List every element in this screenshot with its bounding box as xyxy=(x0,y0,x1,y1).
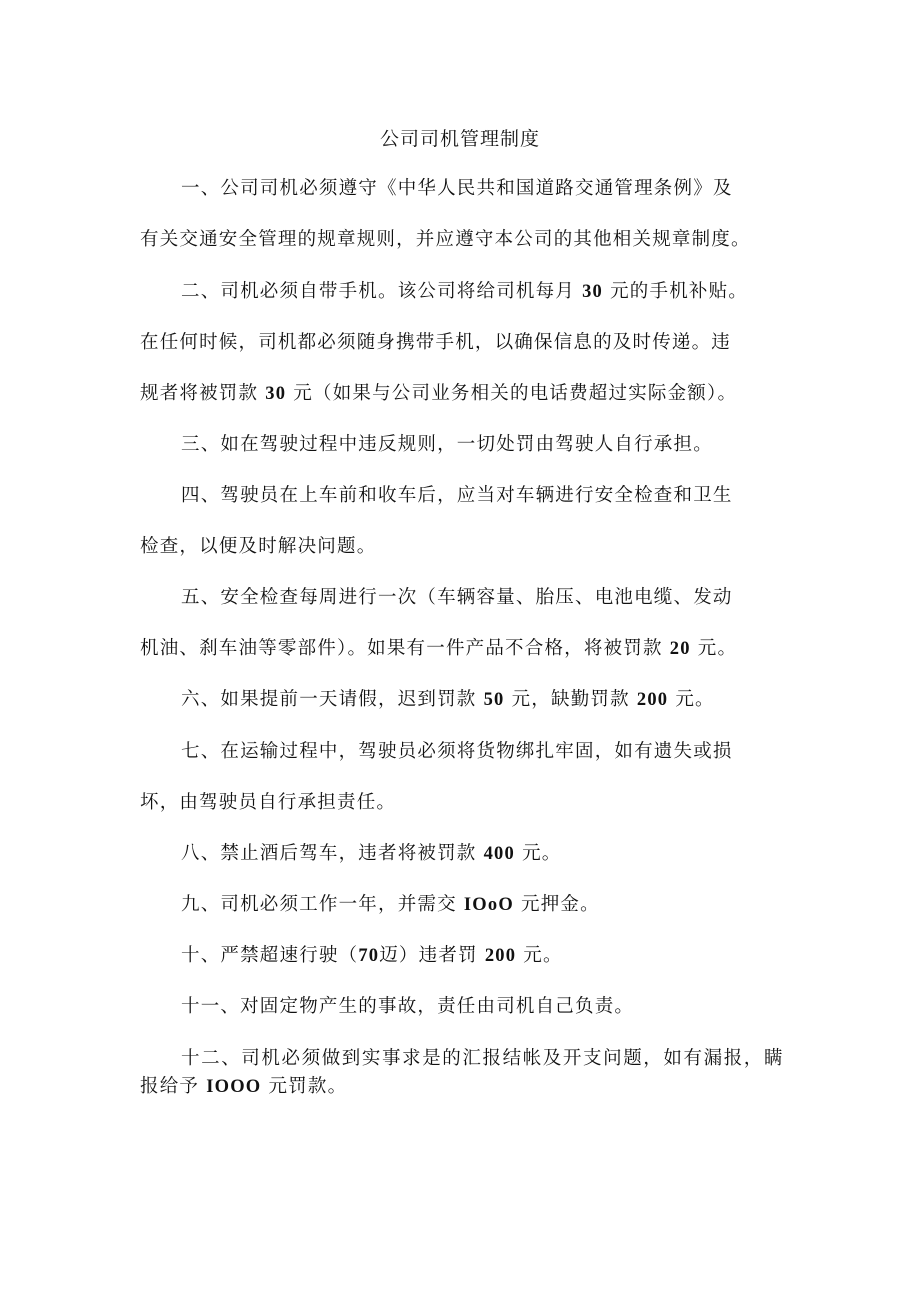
document-title: 公司司机管理制度 xyxy=(379,128,540,150)
clause-4-line-1: 四、驾驶员在上车前和收车后，应当对车辆进行安全检查和卫生 xyxy=(181,485,733,506)
amount-value: 200 xyxy=(636,690,669,710)
amount-value: 20 xyxy=(669,639,691,659)
amount-value: 30 xyxy=(582,282,604,302)
clause-1-line-2: 有关交通安全管理的规章规则，并应遵守本公司的其他相关规章制度。 xyxy=(140,229,751,250)
clause-12-line-1: 十二、司机必须做到实事求是的汇报结帐及开支问题，如有漏报，瞒 xyxy=(181,1048,785,1069)
clause-5-line-1: 五、安全检查每周进行一次（车辆容量、胎压、电池电缆、发动 xyxy=(181,587,733,608)
clause-11-line-1: 十一、对固定物产生的事故，责任由司机自己负责。 xyxy=(181,996,635,1017)
clause-4-line-2: 检查，以便及时解决问题。 xyxy=(140,536,377,557)
amount-value: 400 xyxy=(483,844,515,864)
clause-2-line-2: 在任何时候，司机都必须随身携带手机，以确保信息的及时传递。违 xyxy=(140,332,732,353)
clause-7-line-2: 坏，由驾驶员自行承担责任。 xyxy=(140,792,397,813)
amount-value: 30 xyxy=(265,384,287,404)
clause-5-line-2: 机油、刹车油等零部件）。如果有一件产品不合格，将被罚款 20 元。 xyxy=(140,638,738,659)
amount-value: 50 xyxy=(483,690,505,710)
speed-value: 70 xyxy=(358,946,380,966)
amount-value: IOoO xyxy=(463,895,514,915)
amount-value: IOOO xyxy=(206,1077,262,1097)
clause-6-line-1: 六、如果提前一天请假，迟到罚款 50 元，缺勤罚款 200 元。 xyxy=(181,689,715,710)
clause-3-line-1: 三、如在驾驶过程中违反规则，一切处罚由驾驶人自行承担。 xyxy=(181,434,713,455)
clause-10-line-1: 十、严禁超速行驶（70迈）违者罚 200 元。 xyxy=(181,945,563,966)
clause-9-line-1: 九、司机必须工作一年，并需交 IOoO 元押金。 xyxy=(181,894,600,915)
clause-8-line-1: 八、禁止酒后驾车，违者将被罚款 400 元。 xyxy=(181,843,562,864)
clause-7-line-1: 七、在运输过程中，驾驶员必须将货物绑扎牢固，如有遗失或损 xyxy=(181,741,733,762)
amount-value: 200 xyxy=(484,946,517,966)
clause-1-line-1: 一、公司司机必须遵守《中华人民共和国道路交通管理条例》及 xyxy=(181,178,733,199)
clause-12-line-2: 报给予 IOOO 元罚款。 xyxy=(140,1076,348,1097)
clause-2-line-3: 规者将被罚款 30 元（如果与公司业务相关的电话费超过实际金额）。 xyxy=(140,383,738,404)
clause-2-line-1: 二、司机必须自带手机。该公司将给司机每月 30 元的手机补贴。 xyxy=(181,281,749,302)
